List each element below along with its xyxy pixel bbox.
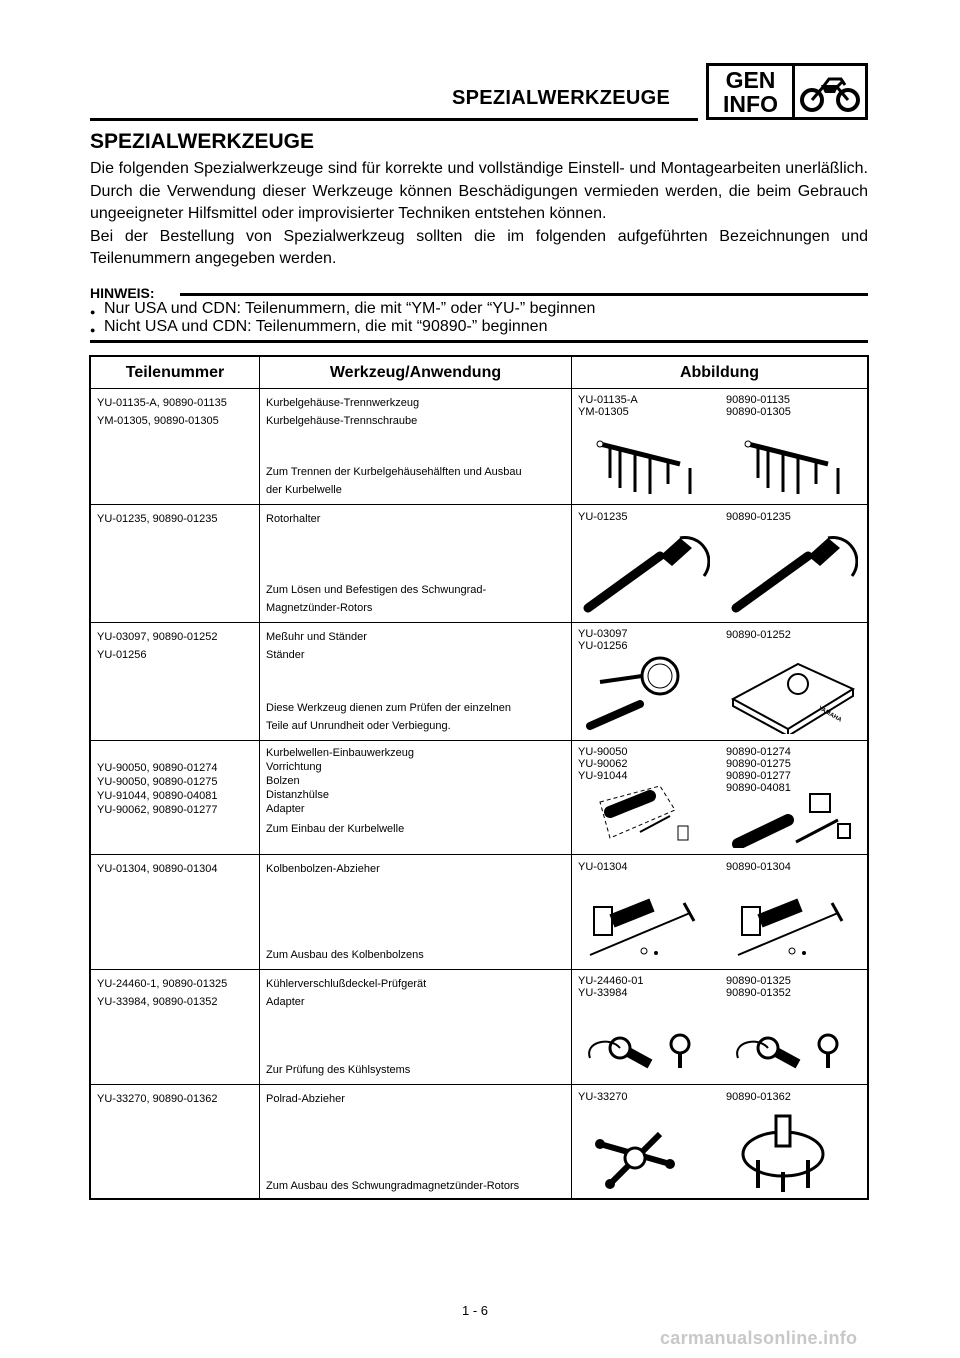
tool-name: Kurbelgehäuse-Trennwerkzeug bbox=[266, 397, 420, 409]
svg-text:YAMAHA: YAMAHA bbox=[817, 705, 843, 724]
radiator-cap-tester-icon bbox=[728, 1028, 848, 1078]
part-number: YU-24460-1, 90890-01325 bbox=[97, 978, 228, 990]
illustration-right bbox=[720, 623, 867, 740]
part-number: YU-90062, 90890-01277 bbox=[97, 804, 218, 816]
dial-gauge-icon bbox=[580, 654, 700, 734]
tool-usage: Zum Ausbau des Kolbenbolzens bbox=[266, 949, 424, 961]
part-numbers bbox=[91, 623, 260, 740]
tool-name: Kurbelgehäuse-Trennschraube bbox=[266, 415, 418, 427]
illustration-right bbox=[720, 970, 867, 1084]
figure-label: YU-01235 bbox=[578, 511, 628, 523]
illustration-left bbox=[572, 505, 720, 622]
figure-label: YU-03097 YU-01256 bbox=[578, 628, 628, 652]
tool-usage: Diese Werkzeug dienen zum Prüfen der einzelnen bbox=[266, 702, 511, 714]
illustration-right bbox=[720, 741, 867, 854]
note-item: ● Nicht USA und CDN: Teilenummern, die mit “90890-” beginnen bbox=[90, 318, 595, 336]
tool-usage: Zum Einbau der Kurbelwelle bbox=[266, 823, 405, 835]
illustration-right bbox=[720, 389, 867, 504]
radiator-cap-tester-icon bbox=[580, 1028, 700, 1078]
tool-description bbox=[260, 389, 572, 504]
tool-name: Kolbenbolzen-Abzieher bbox=[266, 863, 380, 875]
dial-gauge-case-icon bbox=[728, 654, 858, 734]
watermark: carmanualsonline.info bbox=[660, 1328, 858, 1348]
piston-pin-puller-icon bbox=[728, 893, 848, 963]
page-number: 1 - 6 bbox=[462, 1303, 489, 1318]
gen-info-badge bbox=[706, 63, 868, 120]
tool-usage: Zum Ausbau des Schwungradmagnetzünder-Rotors bbox=[266, 1180, 520, 1192]
tool-name: Adapter bbox=[266, 996, 305, 1008]
figure-label: 90890-01235 bbox=[726, 511, 791, 523]
crankshaft-installer-icon bbox=[728, 790, 858, 848]
tool-description bbox=[260, 855, 572, 969]
tool-usage: Zum Trennen der Kurbelgehäusehälften und Ausbau bbox=[266, 466, 522, 478]
figure-label: YU-01135-A YM-01305 bbox=[578, 394, 638, 418]
illustration-left bbox=[572, 1085, 720, 1200]
part-numbers bbox=[91, 741, 260, 854]
crankcase-separator-icon bbox=[580, 434, 700, 498]
table-header bbox=[91, 357, 867, 389]
illustration-right bbox=[720, 505, 867, 622]
part-number: YU-91044, 90890-04081 bbox=[97, 790, 218, 802]
illustration-cell bbox=[572, 1085, 867, 1200]
table-row bbox=[91, 741, 867, 855]
part-numbers bbox=[91, 505, 260, 622]
badge-info: INFO bbox=[723, 90, 778, 117]
part-numbers bbox=[91, 389, 260, 504]
table-row bbox=[91, 855, 867, 970]
illustration-left bbox=[572, 855, 720, 969]
tool-name: Ständer bbox=[266, 649, 305, 661]
note-rule-bottom bbox=[90, 340, 868, 343]
tool-name: Bolzen bbox=[266, 775, 300, 787]
tool-name: Vorrichtung bbox=[266, 761, 322, 773]
tool-name: Kurbelwellen-Einbauwerkzeug bbox=[266, 747, 414, 759]
part-number: YU-01135-A, 90890-01135 bbox=[97, 397, 227, 409]
part-number: YU-01256 bbox=[97, 649, 147, 661]
table-row bbox=[91, 970, 867, 1085]
tool-usage: Zum Lösen und Befestigen des Schwungrad- bbox=[266, 584, 487, 596]
tool-name: Polrad-Abzieher bbox=[266, 1093, 345, 1105]
part-number: YU-01304, 90890-01304 bbox=[97, 863, 218, 875]
tool-name: Meßuhr und Ständer bbox=[266, 631, 367, 643]
gen-info-text bbox=[709, 66, 795, 117]
table-row bbox=[91, 623, 867, 741]
part-number: YM-01305, 90890-01305 bbox=[97, 415, 219, 427]
note-list bbox=[90, 300, 595, 336]
tool-usage: Zur Prüfung des Kühlsystems bbox=[266, 1064, 411, 1076]
tool-description bbox=[260, 970, 572, 1084]
tool-name: Rotorhalter bbox=[266, 513, 321, 525]
tool-description bbox=[260, 505, 572, 622]
illustration-left bbox=[572, 741, 720, 854]
part-number: YU-90050, 90890-01275 bbox=[97, 776, 218, 788]
illustration-left bbox=[572, 389, 720, 504]
header-part-number: Teilenummer bbox=[91, 357, 260, 388]
part-number: YU-01235, 90890-01235 bbox=[97, 513, 218, 525]
motorcycle-icon bbox=[795, 66, 865, 117]
rotor-holder-icon bbox=[580, 526, 710, 616]
piston-pin-puller-icon bbox=[580, 893, 700, 963]
tool-usage: der Kurbelwelle bbox=[266, 484, 342, 496]
table-row bbox=[91, 389, 867, 505]
illustration-cell bbox=[572, 389, 867, 504]
figure-label: 90890-01252 bbox=[726, 629, 791, 641]
figure-label: YU-33270 bbox=[578, 1091, 628, 1103]
figure-label: YU-24460-01 YU-33984 bbox=[578, 975, 644, 999]
figure-label: 90890-01135 90890-01305 bbox=[726, 394, 791, 418]
header-rule bbox=[90, 118, 698, 121]
tool-description bbox=[260, 741, 572, 854]
illustration-cell bbox=[572, 741, 867, 854]
illustration-right bbox=[720, 855, 867, 969]
tool-description bbox=[260, 623, 572, 740]
illustration-left bbox=[572, 623, 720, 740]
intro-text bbox=[90, 158, 868, 271]
header-tool-usage: Werkzeug/Anwendung bbox=[260, 357, 572, 388]
illustration-cell bbox=[572, 623, 867, 740]
figure-label: 90890-01362 bbox=[726, 1091, 791, 1103]
part-number: YU-33270, 90890-01362 bbox=[97, 1093, 218, 1105]
special-tools-table bbox=[89, 355, 869, 1200]
badge-gen: GEN bbox=[725, 66, 776, 93]
tool-name: Adapter bbox=[266, 803, 305, 815]
figure-label: 90890-01304 bbox=[726, 861, 791, 873]
illustration-left bbox=[572, 970, 720, 1084]
crankcase-separator-icon bbox=[728, 434, 848, 498]
part-numbers bbox=[91, 970, 260, 1084]
crankshaft-installer-icon bbox=[580, 782, 700, 848]
part-number: YU-90050, 90890-01274 bbox=[97, 762, 218, 774]
header-title: SPEZIALWERKZEUGE bbox=[452, 87, 671, 109]
note-item: ● Nur USA und CDN: Teilenummern, die mit “YM-” oder “YU-” beginnen bbox=[90, 300, 595, 318]
section-title: SPEZIALWERKZEUGE bbox=[90, 130, 315, 153]
part-number: YU-03097, 90890-01252 bbox=[97, 631, 218, 643]
table-row bbox=[91, 505, 867, 623]
part-numbers bbox=[91, 855, 260, 969]
flywheel-puller-icon bbox=[580, 1124, 690, 1194]
flywheel-puller-icon bbox=[728, 1114, 838, 1194]
note-label: HINWEIS: bbox=[90, 285, 155, 301]
part-number: YU-33984, 90890-01352 bbox=[97, 996, 218, 1008]
illustration-cell bbox=[572, 855, 867, 969]
note-rule-top bbox=[180, 293, 868, 296]
figure-label: YU-01304 bbox=[578, 861, 628, 873]
figure-label: 90890-01274 90890-01275 90890-01277 90890-04081 bbox=[726, 746, 791, 794]
illustration-cell bbox=[572, 970, 867, 1084]
tool-usage: Magnetzünder-Rotors bbox=[266, 602, 373, 614]
intro-paragraph-2: Bei der Bestellung von Spezialwerkzeug sollten die im folgenden aufgeführten Bezeichnungen und Teilenummern angegeben werden. bbox=[90, 227, 868, 267]
illustration-cell bbox=[572, 505, 867, 622]
tool-name: Distanzhülse bbox=[266, 789, 329, 801]
tool-name: Kühlerverschlußdeckel-Prüfgerät bbox=[266, 978, 427, 990]
figure-label: YU-90050 YU-90062 YU-91044 bbox=[578, 746, 628, 782]
part-numbers bbox=[91, 1085, 260, 1200]
table-row bbox=[91, 1085, 867, 1200]
intro-paragraph-1: Die folgenden Spezialwerkzeuge sind für korrekte und vollständige Einstell- und Montagearbeiten unerläßlich. Durch die Verwendung dieser Werkzeuge können Beschädigungen vermieden werden, die beim Gebrauch ungeeigneter Hilfsmittel oder improvisierter Techniken entstehen können. bbox=[90, 160, 868, 222]
header-illustration: Abbildung bbox=[679, 363, 760, 381]
rotor-holder-icon bbox=[728, 526, 858, 616]
figure-label: 90890-01325 90890-01352 bbox=[726, 975, 791, 999]
tool-usage: Teile auf Unrundheit oder Verbiegung. bbox=[266, 720, 451, 732]
tool-description bbox=[260, 1085, 572, 1200]
illustration-right bbox=[720, 1085, 867, 1200]
